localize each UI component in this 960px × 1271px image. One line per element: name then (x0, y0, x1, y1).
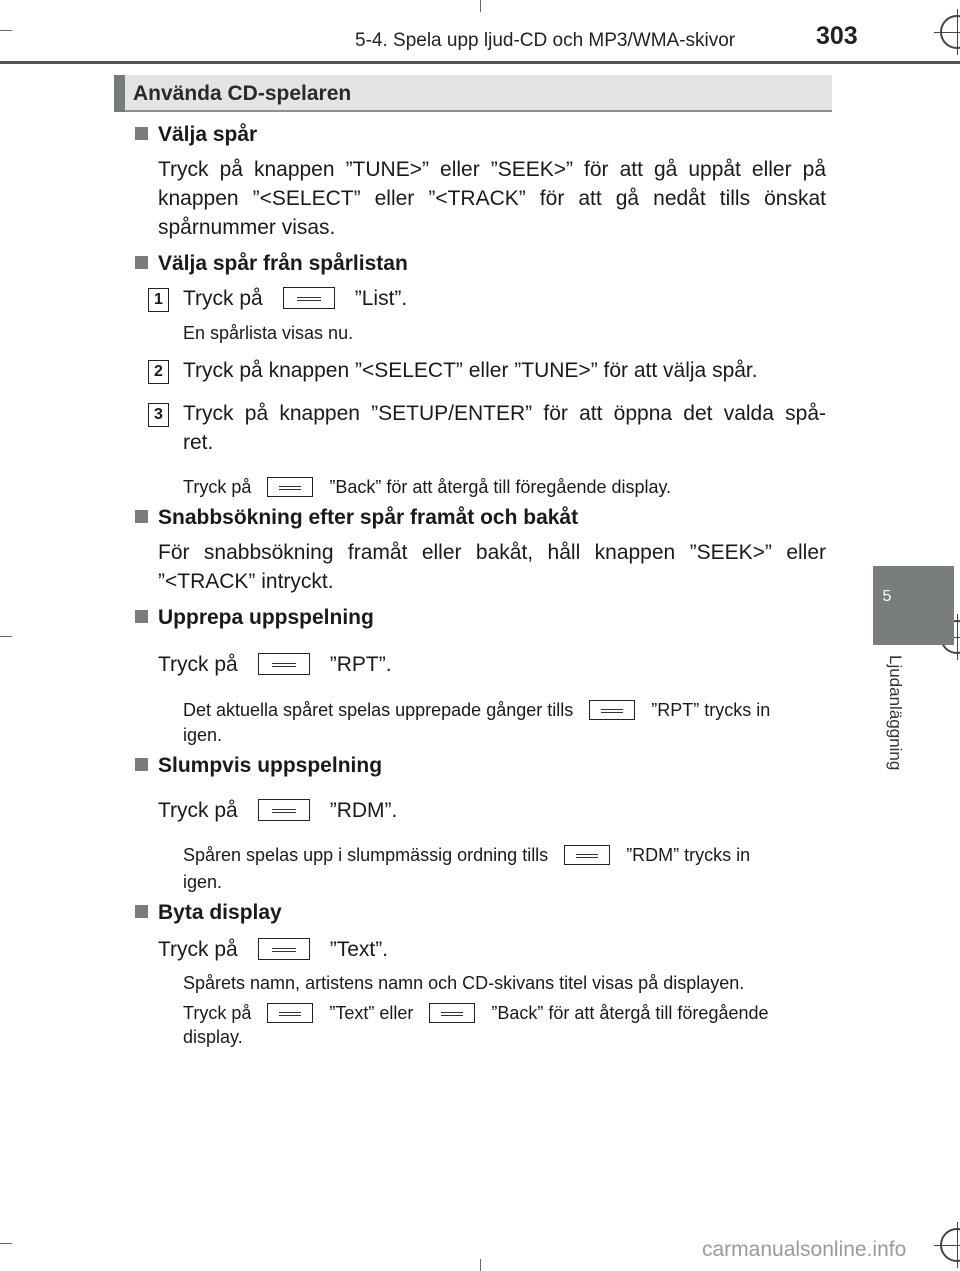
section-title: Använda CD-spelaren (133, 82, 352, 105)
paragraph-line: spårnummer visas. (158, 216, 336, 239)
heading-valja-spar: Välja spår (135, 123, 257, 147)
step-text: Tryck på knappen ”<SELECT” eller ”TUNE>” för att välja spår. (183, 359, 758, 382)
section-bar-mark (114, 75, 125, 112)
paragraph-line: ”<TRACK” intryckt. (158, 570, 334, 593)
bullet-square-icon (135, 758, 148, 771)
paragraph-line: Tryck på ”RDM”. (158, 799, 398, 822)
bullet-square-icon (135, 127, 148, 140)
step-note: En spårlista visas nu. (183, 323, 354, 343)
paragraph-line: Tryck på knappen ”TUNE>” eller ”SEEK>” för att gå uppåt eller på (158, 158, 826, 181)
chapter-label: Ljudanläggning (886, 655, 905, 771)
crop-mark-left-mid (0, 636, 12, 637)
screen-button-icon (564, 845, 610, 865)
registration-mark-bottom-right (940, 1228, 960, 1262)
crop-mark-bottom (480, 1259, 481, 1271)
paragraph-line: Tryck på ”RPT”. (158, 653, 392, 676)
heading-byta-display: Byta display (135, 901, 282, 925)
registration-mark-top-right (940, 15, 960, 49)
crop-mark-top (480, 0, 481, 12)
screen-button-icon (283, 287, 335, 309)
heading-upprepa: Upprepa uppspelning (135, 606, 374, 630)
note-text: Tryck på ”Text” eller ”Back” för att återgå till föregående (183, 1003, 769, 1023)
chapter-number: 5 (882, 588, 892, 605)
screen-button-icon (258, 799, 310, 821)
step-text: ret. (183, 431, 214, 454)
crop-mark-left-top (0, 30, 12, 31)
note-text: display. (183, 1027, 243, 1047)
crop-mark-left-bottom (0, 1243, 12, 1244)
step-number: 3 (148, 403, 169, 427)
header-rule (0, 61, 960, 64)
note-text: Tryck på ”Back” för att återgå till föregående display. (183, 477, 672, 497)
screen-button-icon (258, 653, 310, 675)
heading-slumpvis: Slumpvis uppspelning (135, 754, 382, 778)
step-number: 2 (148, 360, 169, 384)
paragraph-line: Tryck på ”Text”. (158, 938, 389, 961)
note-text: Det aktuella spåret spelas upprepade gånger tills ”RPT” trycks in (183, 700, 771, 720)
bullet-square-icon (135, 510, 148, 523)
screen-button-icon (267, 1003, 313, 1023)
note-text: igen. (183, 872, 223, 892)
screen-button-icon (589, 700, 635, 720)
note-text: Spårets namn, artistens namn och CD-skivans titel visas på displayen. (183, 973, 745, 993)
bullet-square-icon (135, 905, 148, 918)
bullet-square-icon (135, 610, 148, 623)
paragraph-line: knappen ”<SELECT” eller ”<TRACK” för att gå nedåt tills önskat (158, 187, 826, 210)
heading-snabbsokning: Snabbsökning efter spår framåt och bakåt (135, 506, 578, 530)
heading-spar-fran-spartlistan: Välja spår från spårlistan (135, 252, 408, 276)
watermark: carmanualsonline.info (702, 1238, 907, 1261)
page-number: 303 (816, 22, 858, 50)
screen-button-icon (267, 477, 313, 497)
note-text: igen. (183, 725, 223, 745)
note-text: Spåren spelas upp i slumpmässig ordning tills ”RDM” trycks in (183, 845, 751, 865)
step-number: 1 (148, 288, 169, 312)
bullet-square-icon (135, 256, 148, 269)
screen-button-icon (429, 1003, 475, 1023)
paragraph-line: För snabbsökning framåt eller bakåt, håll knappen ”SEEK>” eller (158, 541, 826, 564)
step-text: Tryck på ”List”. (183, 287, 408, 310)
running-header: 5-4. Spela upp ljud-CD och MP3/WMA-skivor (355, 30, 736, 51)
step-text: Tryck på knappen ”SETUP/ENTER” för att öppna det valda spå- (183, 402, 826, 425)
screen-button-icon (258, 938, 310, 960)
